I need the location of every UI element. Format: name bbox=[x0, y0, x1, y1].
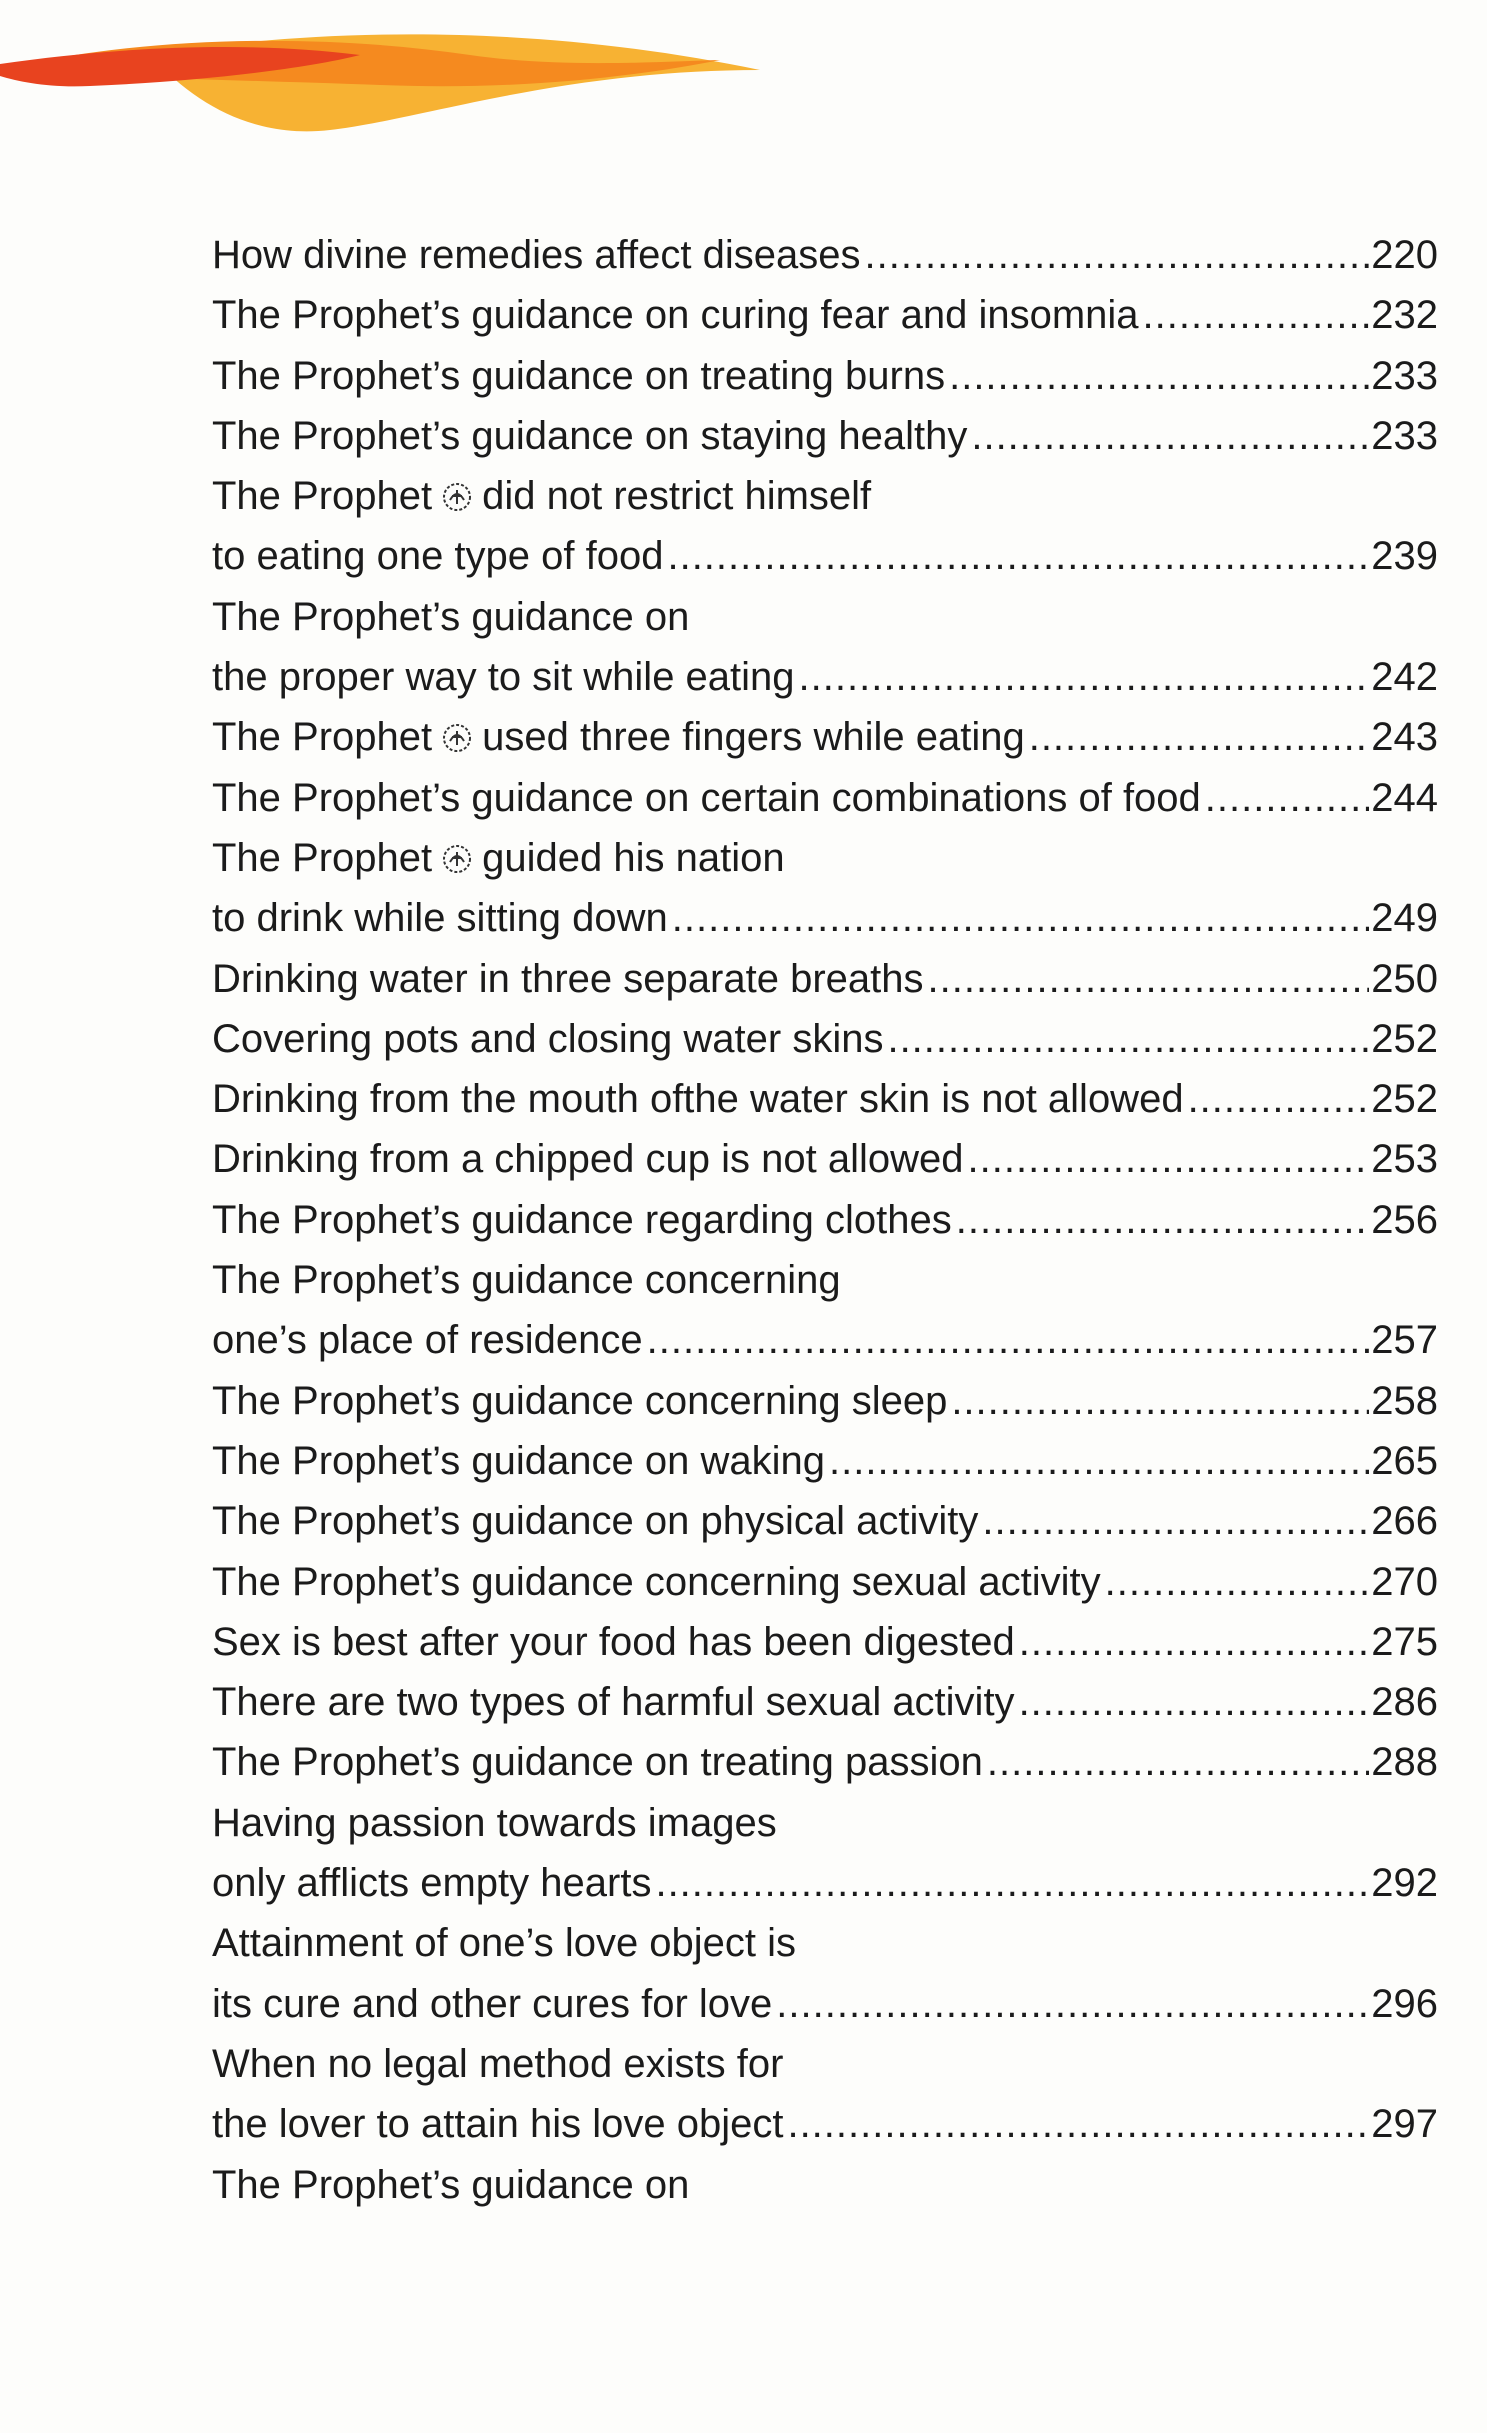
dot-leader bbox=[672, 888, 1369, 948]
toc-page-number: 250 bbox=[1371, 956, 1438, 1001]
dot-leader bbox=[787, 2094, 1369, 2154]
dot-leader bbox=[1019, 1672, 1370, 1732]
dot-leader bbox=[647, 1310, 1370, 1370]
toc-entry-title-part: used three fingers while eating bbox=[482, 715, 1025, 760]
toc-page-number: 257 bbox=[1371, 1318, 1438, 1363]
toc-entry-title: Drinking from the mouth ofthe water skin is not allowed bbox=[212, 1077, 1184, 1122]
toc-entry-title bbox=[212, 466, 871, 526]
toc-page-number: 232 bbox=[1371, 293, 1438, 338]
toc-entry-title: The Prophet’s guidance on certain combinations of food bbox=[212, 775, 1201, 820]
toc-entry bbox=[212, 1913, 1438, 1973]
honorific-seal-icon bbox=[442, 710, 472, 740]
toc-page-number: 286 bbox=[1371, 1680, 1438, 1725]
toc-entry bbox=[212, 1732, 1438, 1792]
toc-entry bbox=[212, 1672, 1438, 1732]
dot-leader bbox=[971, 406, 1369, 466]
toc-entry bbox=[212, 647, 1438, 707]
dot-leader bbox=[655, 1853, 1369, 1913]
toc-page-number: 297 bbox=[1371, 2102, 1438, 2147]
honorific-seal-icon bbox=[442, 831, 472, 861]
toc-page-number: 266 bbox=[1371, 1499, 1438, 1544]
dot-leader bbox=[1205, 768, 1369, 828]
dot-leader bbox=[799, 647, 1370, 707]
toc-entry bbox=[212, 406, 1438, 466]
dot-leader bbox=[1188, 1069, 1370, 1129]
dot-leader bbox=[949, 346, 1369, 406]
toc-entry-title: Attainment of one’s love object is bbox=[212, 1921, 797, 1966]
toc-page-number: 244 bbox=[1371, 775, 1438, 820]
toc-entry bbox=[212, 346, 1438, 406]
toc-page-number: 296 bbox=[1371, 1981, 1438, 2026]
toc-entry-title: Having passion towards images bbox=[212, 1800, 777, 1845]
toc-entry bbox=[212, 828, 1438, 888]
dot-leader bbox=[864, 225, 1369, 285]
toc-entry bbox=[212, 1310, 1438, 1370]
toc-entry-title: the proper way to sit while eating bbox=[212, 655, 795, 700]
toc-entry-title bbox=[212, 707, 1025, 767]
toc-entry bbox=[212, 2155, 1438, 2215]
toc-entry bbox=[212, 466, 1438, 526]
toc-entry-title: The Prophet’s guidance on treating passion bbox=[212, 1740, 983, 1785]
toc-entry-title: The Prophet’s guidance concerning sleep bbox=[212, 1378, 948, 1423]
toc-entry bbox=[212, 1974, 1438, 2034]
toc-page-number: 220 bbox=[1371, 233, 1438, 277]
toc-page-number: 275 bbox=[1371, 1619, 1438, 1664]
toc-entry-title: The Prophet’s guidance on curing fear and insomnia bbox=[212, 293, 1139, 338]
toc-entry bbox=[212, 2094, 1438, 2154]
toc-page-number: 233 bbox=[1371, 353, 1438, 398]
toc-page-number: 249 bbox=[1371, 896, 1438, 941]
toc-entry bbox=[212, 526, 1438, 586]
dot-leader bbox=[829, 1431, 1369, 1491]
toc-page-number: 270 bbox=[1371, 1559, 1438, 1604]
toc-entry bbox=[212, 1612, 1438, 1672]
toc-entry-title-part: guided his nation bbox=[482, 835, 785, 880]
toc-entry-title: There are two types of harmful sexual activity bbox=[212, 1680, 1015, 1725]
toc-page-number: 233 bbox=[1371, 413, 1438, 458]
toc-entry-title bbox=[212, 828, 785, 888]
toc-entry-title: The Prophet’s guidance on staying healthy bbox=[212, 413, 968, 458]
toc-entry bbox=[212, 1491, 1438, 1551]
toc-entry bbox=[212, 1129, 1438, 1189]
toc-entry-title: The Prophet’s guidance on bbox=[212, 2162, 690, 2207]
toc-entry-title: When no legal method exists for bbox=[212, 2041, 784, 2086]
toc-page-number: 243 bbox=[1371, 715, 1438, 760]
dot-leader bbox=[667, 526, 1369, 586]
toc-entry-title: The Prophet’s guidance concerning sexual activity bbox=[212, 1559, 1101, 1604]
toc-entry bbox=[212, 707, 1438, 767]
decorative-swoosh bbox=[0, 0, 780, 150]
toc-page-number: 253 bbox=[1371, 1137, 1438, 1182]
dot-leader bbox=[956, 1190, 1370, 1250]
toc-entry bbox=[212, 768, 1438, 828]
toc-page-number: 258 bbox=[1371, 1378, 1438, 1423]
toc-page-number: 239 bbox=[1371, 534, 1438, 579]
toc-entry bbox=[212, 1250, 1438, 1310]
toc-entry bbox=[212, 1793, 1438, 1853]
toc-entry-title: Sex is best after your food has been digested bbox=[212, 1619, 1015, 1664]
toc-entry bbox=[212, 225, 1438, 285]
dot-leader bbox=[927, 949, 1369, 1009]
toc-entry-title: How divine remedies affect diseases bbox=[212, 233, 861, 277]
dot-leader bbox=[951, 1371, 1369, 1431]
toc-entry bbox=[212, 1190, 1438, 1250]
toc-entry bbox=[212, 285, 1438, 345]
toc-page-number: 242 bbox=[1371, 655, 1438, 700]
toc-page-number: 252 bbox=[1371, 1077, 1438, 1122]
toc-entry-title: to drink while sitting down bbox=[212, 896, 668, 941]
toc-entry-title-part: The Prophet bbox=[212, 474, 433, 519]
honorific-seal-icon bbox=[442, 469, 472, 499]
toc-entry-title: Covering pots and closing water skins bbox=[212, 1016, 884, 1061]
toc-entry-title: Drinking from a chipped cup is not allowed bbox=[212, 1137, 964, 1182]
toc-entry bbox=[212, 1371, 1438, 1431]
toc-entry bbox=[212, 1552, 1438, 1612]
toc-entry-title-part: did not restrict himself bbox=[482, 474, 872, 519]
toc-entry-title: The Prophet’s guidance on treating burns bbox=[212, 353, 946, 398]
toc-page-number: 288 bbox=[1371, 1740, 1438, 1785]
toc-entry-title: its cure and other cures for love bbox=[212, 1981, 773, 2026]
toc-page-number: 256 bbox=[1371, 1197, 1438, 1242]
toc-entry-title: The Prophet’s guidance on waking bbox=[212, 1438, 826, 1483]
toc-entry bbox=[212, 587, 1438, 647]
toc-entry-title: the lover to attain his love object bbox=[212, 2102, 784, 2147]
dot-leader bbox=[1019, 1612, 1370, 1672]
toc-entry-title: The Prophet’s guidance on physical activity bbox=[212, 1499, 979, 1544]
toc-entry-title: The Prophet’s guidance regarding clothes bbox=[212, 1197, 952, 1242]
toc-entry bbox=[212, 1853, 1438, 1913]
toc-entry bbox=[212, 1431, 1438, 1491]
toc-entry-title: The Prophet’s guidance on bbox=[212, 594, 690, 639]
dot-leader bbox=[776, 1974, 1369, 2034]
toc-entry-title: only afflicts empty hearts bbox=[212, 1861, 652, 1906]
dot-leader bbox=[982, 1491, 1369, 1551]
dot-leader bbox=[987, 1732, 1369, 1792]
toc-entry-title: The Prophet’s guidance concerning bbox=[212, 1258, 841, 1303]
toc-entry-title: Drinking water in three separate breaths bbox=[212, 956, 924, 1001]
dot-leader bbox=[968, 1129, 1370, 1189]
toc-entry bbox=[212, 2034, 1438, 2094]
toc-page-number: 252 bbox=[1371, 1016, 1438, 1061]
toc-entry bbox=[212, 949, 1438, 1009]
toc-entry bbox=[212, 1069, 1438, 1129]
toc-entry-title: to eating one type of food bbox=[212, 534, 664, 579]
table-of-contents bbox=[212, 225, 1438, 2215]
toc-entry-title-part: The Prophet bbox=[212, 835, 433, 880]
toc-entry-title: one’s place of residence bbox=[212, 1318, 643, 1363]
toc-page-number: 265 bbox=[1371, 1438, 1438, 1483]
dot-leader bbox=[887, 1009, 1369, 1069]
toc-entry bbox=[212, 888, 1438, 948]
toc-entry bbox=[212, 1009, 1438, 1069]
toc-page-number: 292 bbox=[1371, 1861, 1438, 1906]
dot-leader bbox=[1105, 1552, 1370, 1612]
dot-leader bbox=[1029, 707, 1370, 767]
toc-entry-title-part: The Prophet bbox=[212, 715, 433, 760]
dot-leader bbox=[1143, 285, 1370, 345]
